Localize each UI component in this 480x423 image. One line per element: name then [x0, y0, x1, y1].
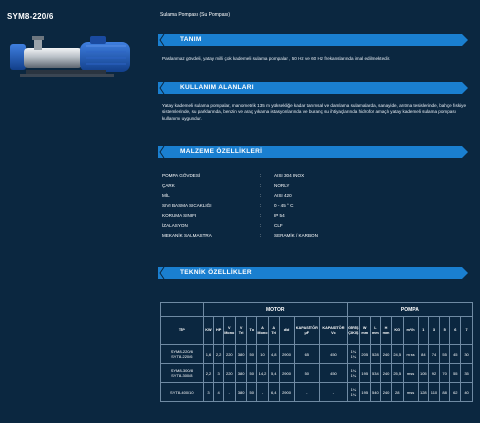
section-banner-tanim [158, 33, 470, 47]
spec-key: MİL [162, 193, 170, 198]
material-spec-list [162, 171, 462, 241]
table-cell: SYM8-220/6 SYT8-220/6 [161, 345, 204, 364]
spec-key: İZALASYON [162, 223, 188, 228]
table-header-row [161, 317, 473, 345]
spec-row [162, 181, 462, 191]
banner-shape [158, 33, 470, 47]
table-cell: 240 [381, 345, 392, 364]
table-cell: 205 [359, 345, 370, 364]
spec-row [162, 221, 462, 231]
table-cell: 528 [370, 345, 381, 364]
table-row [161, 383, 473, 402]
spec-value: IP 54 [274, 213, 285, 218]
spec-row [162, 201, 462, 211]
table-cell: 74 [429, 345, 440, 364]
table-header-cell: 3 [429, 317, 440, 345]
table-body [161, 345, 473, 402]
table-cell: 220 [223, 364, 235, 383]
table-cell: 540 [370, 383, 381, 402]
spec-colon: : [260, 203, 262, 208]
table-cell: 55 [450, 364, 461, 383]
section-banner-teknik [158, 266, 470, 280]
table-cell: 70 [439, 364, 450, 383]
table-header-cell: Tо [247, 317, 257, 345]
table-cell: 380 [235, 383, 247, 402]
table-cell: - [294, 383, 320, 402]
table-cell: 84 [418, 345, 429, 364]
table-row [161, 345, 473, 364]
table-cell: 4 [214, 383, 224, 402]
table-cell: 240 [381, 364, 392, 383]
table-cell: SYT8-400/10 [161, 383, 204, 402]
table-header-cell: A Mono [257, 317, 269, 345]
model-title: SYM8-220/6 [7, 12, 54, 21]
section-banner-kullanim [158, 81, 470, 95]
table-cell: mss [403, 383, 418, 402]
section-banner-malzeme [158, 145, 470, 159]
spec-row [162, 191, 462, 201]
table-cell: 92 [429, 364, 440, 383]
spec-value: CLF [274, 223, 283, 228]
table-cell: 128 [418, 383, 429, 402]
table-header-cell: KAPASİTÖR Vc [320, 317, 348, 345]
table-cell: 195 [359, 364, 370, 383]
table-cell: 105 [418, 364, 429, 383]
spec-row [162, 231, 462, 241]
spec-key: MEKANİK SALMASTRA [162, 233, 212, 238]
section-title: TEKNİK ÖZELLİKLER [180, 269, 252, 276]
section-title: MALZEME ÖZELLİKLERİ [180, 148, 263, 155]
section-title: TANIM [180, 36, 202, 43]
table-cell: - [223, 383, 235, 402]
spec-key: POMPA GÖVDESİ [162, 173, 201, 178]
table-cell: - [257, 383, 269, 402]
table-cell: 30 [461, 345, 473, 364]
table-cell: 50 [247, 364, 257, 383]
table-cell: - [320, 383, 348, 402]
table-header-cell: KG [391, 317, 403, 345]
table-cell: 24,5 [391, 345, 403, 364]
table-cell: 3 [214, 364, 224, 383]
table-header-cell: H mm [381, 317, 392, 345]
table-group-blank [161, 303, 204, 317]
table-cell: 14,2 [257, 364, 269, 383]
spec-colon: : [260, 173, 262, 178]
spec-colon: : [260, 193, 262, 198]
table-cell: 50 [294, 364, 320, 383]
table-header-cell: V Tri [235, 317, 247, 345]
table-header-cell: W mm [359, 317, 370, 345]
table-header-cell: 6 [450, 317, 461, 345]
table-cell: 6,4 [268, 383, 279, 402]
spec-colon: : [260, 213, 262, 218]
table-group-motor: MOTOR [203, 303, 347, 317]
table-header-cell: A Tri [268, 317, 279, 345]
table-cell: 1¼ 1¼ [347, 364, 359, 383]
table-header-cell: L mm [370, 317, 381, 345]
table-header-cell: GİRİŞ ÇIKIŞ [347, 317, 359, 345]
spec-key: SIVI BASMA SICAKLIĞI [162, 203, 212, 208]
table-cell: 55 [439, 345, 450, 364]
table-header-cell: m³/h [403, 317, 418, 345]
table-cell: 3 [203, 383, 214, 402]
spec-key: KORUMA SINIFI [162, 213, 197, 218]
table-cell: 40 [461, 383, 473, 402]
table-cell: 240 [381, 383, 392, 402]
spec-value: AISI 304 INOX [274, 173, 305, 178]
pump-image [6, 30, 136, 85]
table-cell: 10 [257, 345, 269, 364]
spec-key: ÇARK [162, 183, 175, 188]
spec-value: SERAMİK / KARBON [274, 233, 318, 238]
table-cell: 2900 [279, 364, 294, 383]
table-cell: 1¼ 1¼ [347, 383, 359, 402]
table-cell: 2900 [279, 383, 294, 402]
spec-row [162, 171, 462, 181]
table-cell: 110 [429, 383, 440, 402]
table-cell: 220 [223, 345, 235, 364]
table-cell: 25,5 [391, 364, 403, 383]
spec-value: 0 - 45 ° C [274, 203, 294, 208]
table-header-cell: 1 [418, 317, 429, 345]
table-cell: 2,2 [203, 364, 214, 383]
spec-colon: : [260, 183, 262, 188]
table-cell: 450 [320, 345, 348, 364]
table-cell: 28 [391, 383, 403, 402]
table-cell: 380 [235, 345, 247, 364]
tanim-text: Paslanmaz gövdeli, yatay milli çok kademeli sulama pompalar , 50 Hz ve 60 Hz frekanslarında imal edilmektedir. [162, 56, 391, 61]
table-cell: 2,2 [214, 345, 224, 364]
table-cell: mss [403, 364, 418, 383]
table-group-pompa: POMPA [347, 303, 472, 317]
table-cell: 35 [461, 364, 473, 383]
section-title: KULLANIM ALANLARI [180, 84, 254, 91]
technical-spec-table [160, 302, 473, 402]
table-cell: 4,8 [268, 345, 279, 364]
table-cell: 45 [450, 345, 461, 364]
table-cell: SYM8-300/8 SYT8-300/8 [161, 364, 204, 383]
table-row [161, 364, 473, 383]
table-cell: 195 [359, 383, 370, 402]
table-cell: 534 [370, 364, 381, 383]
table-header-cell: 7 [461, 317, 473, 345]
spec-value: AISI 420 [274, 193, 292, 198]
page-subtitle: Sulama Pompası (Su Pompası) [160, 12, 231, 18]
table-cell: 65 [294, 345, 320, 364]
spec-row [162, 211, 462, 221]
table-header-cell: 5 [439, 317, 450, 345]
table-cell: 1¼ 1¼ [347, 345, 359, 364]
table-cell: 1,6 [203, 345, 214, 364]
table-header-cell: TİP [161, 317, 204, 345]
table-header-cell: d/d [279, 317, 294, 345]
spec-value: NORLY [274, 183, 290, 188]
table-cell: 380 [235, 364, 247, 383]
table-cell: m ss [403, 345, 418, 364]
table-cell: 450 [320, 364, 348, 383]
spec-colon: : [260, 233, 262, 238]
table-header-cell: KW [203, 317, 214, 345]
table-cell: 88 [439, 383, 450, 402]
table-cell: 50 [247, 345, 257, 364]
table-header-cell: HP [214, 317, 224, 345]
spec-colon: : [260, 223, 262, 228]
table-cell: 5,4 [268, 364, 279, 383]
table-cell: 50 [247, 383, 257, 402]
kullanim-text: Yatay kademeli sulama pompalar, manometrik 135 m yüksekliğe kadar tarımsal ve damlama sulamalarda, sanayide, arıtma tesislerinde, bahçe fıskiye sistemlerinde, su parklarında, benzin ve araç yıkama istasyonlarında ve buranç su ihtiyaçlarında hidrofor amaçlı yatay kademeli sulama pompası kullanımı uygundur. [162, 103, 467, 121]
table-header-cell: V Mono [223, 317, 235, 345]
table-cell: 62 [450, 383, 461, 402]
table-cell: 2900 [279, 345, 294, 364]
table-header-cell: KAPASİTÖR μF [294, 317, 320, 345]
